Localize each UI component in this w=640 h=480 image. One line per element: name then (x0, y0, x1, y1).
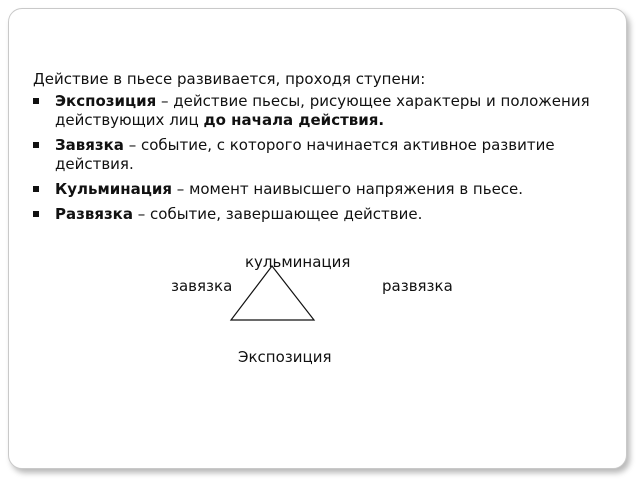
term-definition: – событие, завершающее действие. (132, 205, 423, 223)
intro-text: Действие в пьесе развивается, проходя ступени: (33, 70, 426, 88)
term-definition: – событие, с которого начинается активное развитие действия. (55, 136, 555, 173)
diagram-label-resolution: развязка (382, 277, 453, 295)
term-label: Экспозиция (55, 92, 157, 110)
diagram-label-climax: кульминация (245, 253, 351, 271)
term-definition: – момент наивысшего напряжения в пьесе. (172, 180, 524, 198)
term-label: Кульминация (55, 180, 173, 198)
term-label: Завязка (55, 136, 124, 154)
diagram-label-rising: завязка (171, 277, 233, 295)
diagram-label-exposition: Экспозиция (238, 348, 332, 366)
term-definition: – действие пьесы, рисующее характеры и положения действующих лиц (55, 92, 590, 129)
term-definition-emphasis: до начала действия. (203, 111, 385, 129)
term-label: Развязка (55, 205, 133, 223)
triangle-shape (231, 266, 314, 320)
